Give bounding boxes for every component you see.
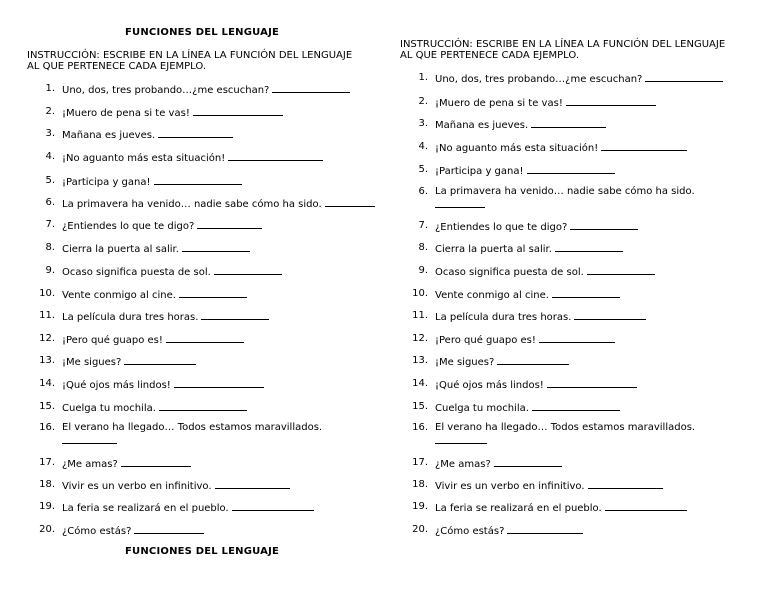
item-prompt: ¡Muero de pena si te vas!	[435, 98, 563, 109]
item-number: 7.	[45, 219, 55, 230]
item-number: 11.	[412, 310, 428, 321]
item-text	[435, 220, 638, 234]
item-text	[62, 401, 247, 415]
item-prompt: Vente conmigo al cine.	[435, 290, 549, 301]
item-text	[435, 355, 569, 369]
footer-title: FUNCIONES DEL LENGUAJE	[125, 546, 280, 557]
instruction-text: INSTRUCCIÓN: ESCRIBE EN LA LÍNEA LA FUNCIÓN DEL LENGUAJE AL QUE PERTENECE CADA EJEMPLO.	[400, 39, 726, 61]
answer-blank-line[interactable]	[497, 355, 569, 365]
item-number: 8.	[418, 242, 428, 253]
item-prompt: El verano ha llegado… Todos estamos maravillados.	[435, 422, 696, 433]
item-number: 14.	[412, 378, 428, 389]
item-prompt: La feria se realizará en el pueblo.	[62, 503, 229, 514]
item-prompt: Vivir es un verbo en infinitivo.	[62, 481, 212, 492]
answer-blank-line[interactable]	[272, 83, 350, 93]
item-text	[435, 378, 637, 392]
item-number: 13.	[412, 355, 428, 366]
item-prompt: ¡No aguanto más esta situación!	[435, 143, 599, 154]
answer-blank-line[interactable]	[201, 310, 269, 320]
item-prompt: Mañana es jueves.	[435, 120, 529, 131]
item-prompt: La película dura tres horas.	[435, 312, 572, 323]
instruction-text: INSTRUCCIÓN: ESCRIBE EN LA LÍNEA LA FUNCIÓN DEL LENGUAJE AL QUE PERTENECE CADA EJEMPLO.	[27, 50, 353, 72]
item-prompt: ¿Entiendes lo que te digo?	[435, 222, 568, 233]
item-number: 17.	[39, 457, 55, 468]
item-text	[435, 265, 655, 279]
answer-blank-line[interactable]	[566, 96, 656, 106]
answer-blank-line[interactable]	[159, 401, 247, 411]
item-number: 20.	[412, 524, 428, 535]
item-prompt: Uno, dos, tres probando…¿me escuchan?	[435, 74, 643, 85]
answer-blank-line[interactable]	[539, 333, 615, 343]
answer-blank-line[interactable]	[62, 434, 117, 444]
item-number: 6.	[418, 186, 428, 197]
item-number: 12.	[412, 333, 428, 344]
item-number: 15.	[412, 401, 428, 412]
item-prompt: Cuelga tu mochila.	[435, 403, 529, 414]
answer-blank-line[interactable]	[166, 333, 244, 343]
item-text	[435, 141, 687, 155]
item-text	[62, 151, 323, 165]
item-number: 5.	[418, 164, 428, 175]
item-prompt: ¿Entiendes lo que te digo?	[62, 221, 195, 232]
item-prompt: Vente conmigo al cine.	[62, 290, 176, 301]
answer-blank-line[interactable]	[435, 198, 485, 208]
item-number: 13.	[39, 355, 55, 366]
item-number: 15.	[39, 401, 55, 412]
item-prompt: La feria se realizará en el pueblo.	[435, 503, 602, 514]
item-text	[62, 197, 375, 211]
item-number: 4.	[45, 151, 55, 162]
item-prompt: ¡No aguanto más esta situación!	[62, 153, 226, 164]
item-text	[435, 242, 623, 256]
answer-blank-line[interactable]	[570, 220, 638, 230]
item-prompt: ¡Qué ojos más lindos!	[62, 380, 171, 391]
answer-blank-line[interactable]	[494, 457, 562, 467]
answer-blank-line[interactable]	[228, 151, 323, 161]
answer-blank-line[interactable]	[527, 164, 615, 174]
item-number: 11.	[39, 310, 55, 321]
item-number: 10.	[39, 288, 55, 299]
item-number: 2.	[45, 106, 55, 117]
item-text	[62, 501, 314, 515]
item-number: 2.	[418, 96, 428, 107]
item-text	[62, 422, 322, 448]
item-prompt: ¡Pero qué guapo es!	[435, 335, 536, 346]
item-text	[62, 333, 244, 347]
item-text	[62, 378, 264, 392]
item-text	[435, 422, 695, 448]
answer-blank-line[interactable]	[532, 401, 620, 411]
answer-blank-line[interactable]	[601, 141, 687, 151]
item-number: 4.	[418, 141, 428, 152]
answer-blank-line[interactable]	[645, 72, 723, 82]
item-text	[62, 175, 242, 189]
item-text	[435, 186, 695, 212]
item-prompt: ¡Participa y gana!	[435, 166, 524, 177]
item-number: 3.	[418, 118, 428, 129]
answer-blank-line[interactable]	[531, 118, 606, 128]
answer-blank-line[interactable]	[121, 457, 191, 467]
item-prompt: ¿Me amas?	[435, 459, 491, 470]
item-text	[62, 242, 250, 256]
item-number: 16.	[412, 422, 428, 433]
item-number: 8.	[45, 242, 55, 253]
item-prompt: ¿Cómo estás?	[62, 526, 132, 537]
answer-blank-line[interactable]	[214, 265, 282, 275]
item-number: 19.	[412, 501, 428, 512]
item-number: 9.	[45, 265, 55, 276]
item-text	[62, 310, 269, 324]
item-prompt: La primavera ha venido… nadie sabe cómo ha sido.	[62, 199, 322, 210]
item-number: 10.	[412, 288, 428, 299]
item-prompt: Cierra la puerta al salir.	[62, 244, 179, 255]
item-number: 20.	[39, 524, 55, 535]
item-text	[62, 106, 283, 120]
item-text	[435, 479, 663, 493]
item-number: 9.	[418, 265, 428, 276]
item-number: 19.	[39, 501, 55, 512]
item-text	[435, 310, 646, 324]
worksheet-title: FUNCIONES DEL LENGUAJE	[125, 27, 280, 38]
item-prompt: La película dura tres horas.	[62, 312, 199, 323]
item-text	[435, 288, 620, 302]
item-text	[62, 83, 350, 97]
item-text	[62, 479, 290, 493]
answer-blank-line[interactable]	[555, 242, 623, 252]
answer-blank-line[interactable]	[215, 479, 290, 489]
item-text	[435, 524, 583, 538]
answer-blank-line[interactable]	[605, 501, 687, 511]
item-prompt: ¡Participa y gana!	[62, 177, 151, 188]
item-prompt: ¿Cómo estás?	[435, 526, 505, 537]
item-number: 18.	[39, 479, 55, 490]
item-text	[62, 524, 204, 538]
item-text	[435, 164, 615, 178]
item-prompt: ¡Qué ojos más lindos!	[435, 380, 544, 391]
item-prompt: ¿Me amas?	[62, 459, 118, 470]
answer-blank-line[interactable]	[179, 288, 247, 298]
item-prompt: Cierra la puerta al salir.	[435, 244, 552, 255]
item-number: 5.	[45, 175, 55, 186]
answer-blank-line[interactable]	[547, 378, 637, 388]
item-text	[435, 72, 723, 86]
item-number: 1.	[418, 72, 428, 83]
item-text	[435, 333, 615, 347]
item-number: 16.	[39, 422, 55, 433]
item-prompt: La primavera ha venido… nadie sabe cómo ha sido.	[435, 186, 695, 197]
item-prompt: ¡Me sigues?	[435, 357, 495, 368]
answer-blank-line[interactable]	[588, 479, 663, 489]
answer-blank-line[interactable]	[124, 355, 196, 365]
item-number: 12.	[39, 333, 55, 344]
answer-blank-line[interactable]	[587, 265, 655, 275]
item-prompt: ¡Me sigues?	[62, 357, 122, 368]
item-text	[435, 118, 606, 132]
answer-blank-line[interactable]	[158, 128, 233, 138]
item-text	[62, 355, 196, 369]
item-text	[435, 96, 656, 110]
answer-blank-line[interactable]	[325, 197, 375, 207]
item-text	[62, 219, 262, 233]
item-prompt: Mañana es jueves.	[62, 130, 156, 141]
item-text	[62, 128, 233, 142]
item-prompt: ¡Muero de pena si te vas!	[62, 108, 190, 119]
answer-blank-line[interactable]	[134, 524, 204, 534]
item-prompt: Vivir es un verbo en infinitivo.	[435, 481, 585, 492]
item-text	[435, 457, 562, 471]
item-text	[435, 501, 687, 515]
answer-blank-line[interactable]	[507, 524, 583, 534]
item-number: 6.	[45, 197, 55, 208]
item-text	[435, 401, 620, 415]
answer-blank-line[interactable]	[232, 501, 314, 511]
answer-blank-line[interactable]	[197, 219, 262, 229]
item-prompt: Cuelga tu mochila.	[62, 403, 156, 414]
item-prompt: ¡Pero qué guapo es!	[62, 335, 163, 346]
answer-blank-line[interactable]	[435, 434, 487, 444]
answer-blank-line[interactable]	[154, 175, 242, 185]
item-number: 7.	[418, 220, 428, 231]
item-prompt: El verano ha llegado… Todos estamos maravillados.	[62, 422, 323, 433]
item-text	[62, 265, 282, 279]
item-number: 14.	[39, 378, 55, 389]
answer-blank-line[interactable]	[193, 106, 283, 116]
item-text	[62, 288, 247, 302]
item-prompt: Uno, dos, tres probando…¿me escuchan?	[62, 85, 270, 96]
item-number: 17.	[412, 457, 428, 468]
item-text	[62, 457, 191, 471]
answer-blank-line[interactable]	[552, 288, 620, 298]
item-number: 3.	[45, 128, 55, 139]
item-number: 18.	[412, 479, 428, 490]
answer-blank-line[interactable]	[574, 310, 646, 320]
item-prompt: Ocaso significa puesta de sol.	[435, 267, 584, 278]
item-prompt: Ocaso significa puesta de sol.	[62, 267, 211, 278]
answer-blank-line[interactable]	[182, 242, 250, 252]
item-number: 1.	[45, 83, 55, 94]
answer-blank-line[interactable]	[174, 378, 264, 388]
